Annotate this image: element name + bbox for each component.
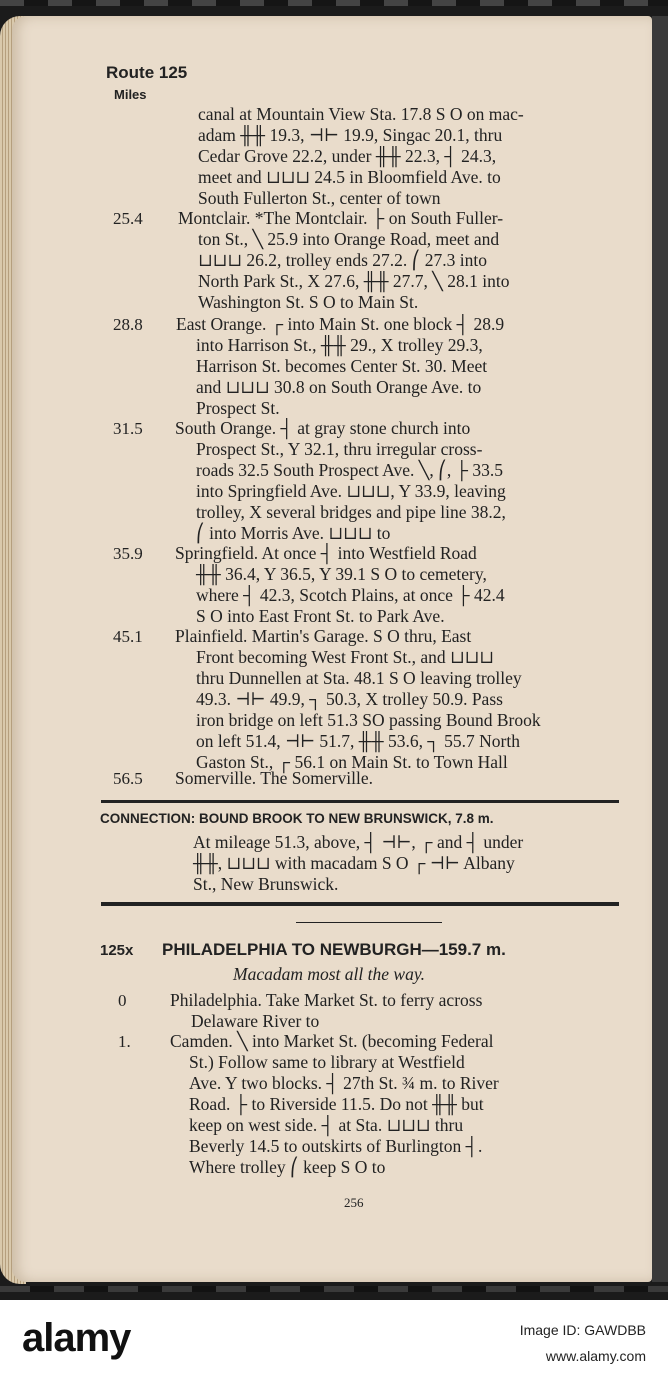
text-line: S O into East Front St. to Park Ave.: [196, 606, 445, 626]
text-line: Plainfield. Martin's Garage. S O thru, East: [175, 626, 472, 646]
mileage-label: 56.5: [113, 769, 143, 788]
text-line: trolley, X several bridges and pipe line 38.2,: [196, 502, 506, 522]
route-number-header: Route 125: [106, 63, 188, 82]
route-title: PHILADELPHIA TO NEWBURGH—159.7 m.: [162, 940, 506, 959]
text-line: Prospect St., Y 32.1, thru irregular cross-: [196, 439, 483, 459]
text-line: Front becoming West Front St., and ⊔⊔⊔: [196, 647, 494, 667]
text-line: ╫╫, ⊔⊔⊔ with macadam S O ┌ ⊣⊢ Albany: [193, 853, 515, 873]
mileage-label: 0: [118, 991, 127, 1010]
text-line: East Orange. ┌ into Main St. one block ┤ 28.9: [176, 314, 505, 334]
mileage-label: 1.: [118, 1032, 131, 1051]
entry-springfield: [175, 543, 505, 627]
alamy-logo: alamy: [22, 1316, 131, 1360]
mileage-label: 31.5: [113, 419, 143, 438]
text-line: canal at Mountain View Sta. 17.8 S O on mac-: [198, 104, 524, 124]
connection-text: [193, 832, 523, 895]
route-125-intro: [198, 104, 524, 209]
site-url: www.alamy.com: [545, 1348, 646, 1364]
text-line: Delaware River to: [191, 1011, 320, 1031]
text-line: South Fullerton St., center of town: [198, 188, 441, 208]
route-number: 125x: [100, 942, 134, 959]
entry-plainfield: [175, 626, 541, 773]
mileage-label: 25.4: [113, 209, 143, 228]
text-line: and ⊔⊔⊔ 30.8 on South Orange Ave. to: [196, 377, 482, 397]
text-line: on left 51.4, ⊣⊢ 51.7, ╫╫ 53.6, ┐ 55.7 North: [196, 731, 520, 751]
entry-philadelphia: [170, 990, 482, 1032]
text-line: Road. ├ to Riverside 11.5. Do not ╫╫ but: [189, 1094, 484, 1114]
connection-heading: CONNECTION: BOUND BROOK TO NEW BRUNSWICK, 7.8 m.: [100, 811, 494, 826]
text-line: St.) Follow same to library at Westfield: [189, 1052, 465, 1072]
text-line: iron bridge on left 51.3 SO passing Bound Brook: [196, 710, 541, 730]
section-rule: [101, 800, 619, 803]
text-line: adam ╫╫ 19.3, ⊣⊢ 19.9, Singac 20.1, thru: [198, 125, 503, 145]
route-subtitle: Macadam most all the way.: [233, 964, 425, 984]
text-line: At mileage 51.3, above, ┤ ⊣⊢, ┌ and ┤ under: [193, 832, 524, 852]
text-line: ╫╫ 36.4, Y 36.5, Y 39.1 S O to cemetery,: [196, 564, 487, 584]
mileage-label: 45.1: [113, 627, 143, 646]
text-line: Camden. ╲ into Market St. (becoming Federal: [170, 1031, 494, 1051]
text-line: ⊔⊔⊔ 26.2, trolley ends 27.2. ⎛ 27.3 into: [198, 250, 487, 270]
text-line: thru Dunnellen at Sta. 48.1 S O leaving trolley: [196, 668, 522, 688]
text-line: ⎛ into Morris Ave. ⊔⊔⊔ to: [196, 523, 391, 543]
text-line: Gaston St., ┌ 56.1 on Main St. to Town Hall: [196, 752, 508, 772]
miles-column-header: Miles: [114, 87, 147, 102]
book-spine: [652, 16, 668, 1282]
text-line: Montclair. *The Montclair. ├ on South Fuller-: [178, 208, 504, 228]
short-divider: [296, 922, 442, 923]
mileage-label: 35.9: [113, 544, 143, 563]
text-line: ton St., ╲ 25.9 into Orange Road, meet and: [198, 229, 500, 249]
entry-montclair: [178, 208, 509, 313]
text-line: Philadelphia. Take Market St. to ferry across: [170, 990, 483, 1010]
text-line: Prospect St.: [196, 398, 280, 418]
text-line: South Orange. ┤ at gray stone church into: [175, 418, 471, 438]
entry-camden: [170, 1031, 499, 1178]
image-id: Image ID: GAWDBB: [519, 1322, 646, 1338]
text-line: Cedar Grove 22.2, under ╫╫ 22.3, ┤ 24.3,: [198, 146, 497, 166]
page-number: 256: [344, 1195, 364, 1210]
text-line: 49.3. ⊣⊢ 49.9, ┐ 50.3, X trolley 50.9. Pass: [196, 689, 503, 709]
text-line: North Park St., X 27.6, ╫╫ 27.7, ╲ 28.1 into: [198, 271, 510, 291]
text-line: Harrison St. becomes Center St. 30. Meet: [196, 356, 488, 376]
text-line: where ┤ 42.3, Scotch Plains, at once ├ 42.4: [196, 585, 505, 605]
text-line: Somerville. The Somerville.: [175, 768, 373, 788]
text-line: Ave. Y two blocks. ┤ 27th St. ¾ m. to River: [189, 1073, 499, 1093]
text-line: roads 32.5 South Prospect Ave. ╲, ⎛, ├ 33.5: [196, 460, 503, 480]
text-line: Washington St. S O to Main St.: [198, 292, 419, 312]
text-line: Beverly 14.5 to outskirts of Burlington ┤.: [189, 1136, 483, 1156]
text-line: Where trolley ⎛ keep S O to: [189, 1157, 386, 1177]
text-line: St., New Brunswick.: [193, 874, 339, 894]
section-rule: [101, 902, 619, 906]
mileage-label: 28.8: [113, 315, 143, 334]
entry-south-orange: [175, 418, 506, 544]
text-line: Springfield. At once ┤ into Westfield Road: [175, 543, 477, 563]
text-line: into Springfield Ave. ⊔⊔⊔, Y 33.9, leaving: [196, 481, 506, 501]
text-line: into Harrison St., ╫╫ 29., X trolley 29.3,: [196, 335, 483, 355]
entry-somerville: [175, 768, 373, 789]
text-line: meet and ⊔⊔⊔ 24.5 in Bloomfield Ave. to: [198, 167, 501, 187]
text-line: keep on west side. ┤ at Sta. ⊔⊔⊔ thru: [189, 1115, 464, 1135]
entry-east-orange: [176, 314, 504, 419]
